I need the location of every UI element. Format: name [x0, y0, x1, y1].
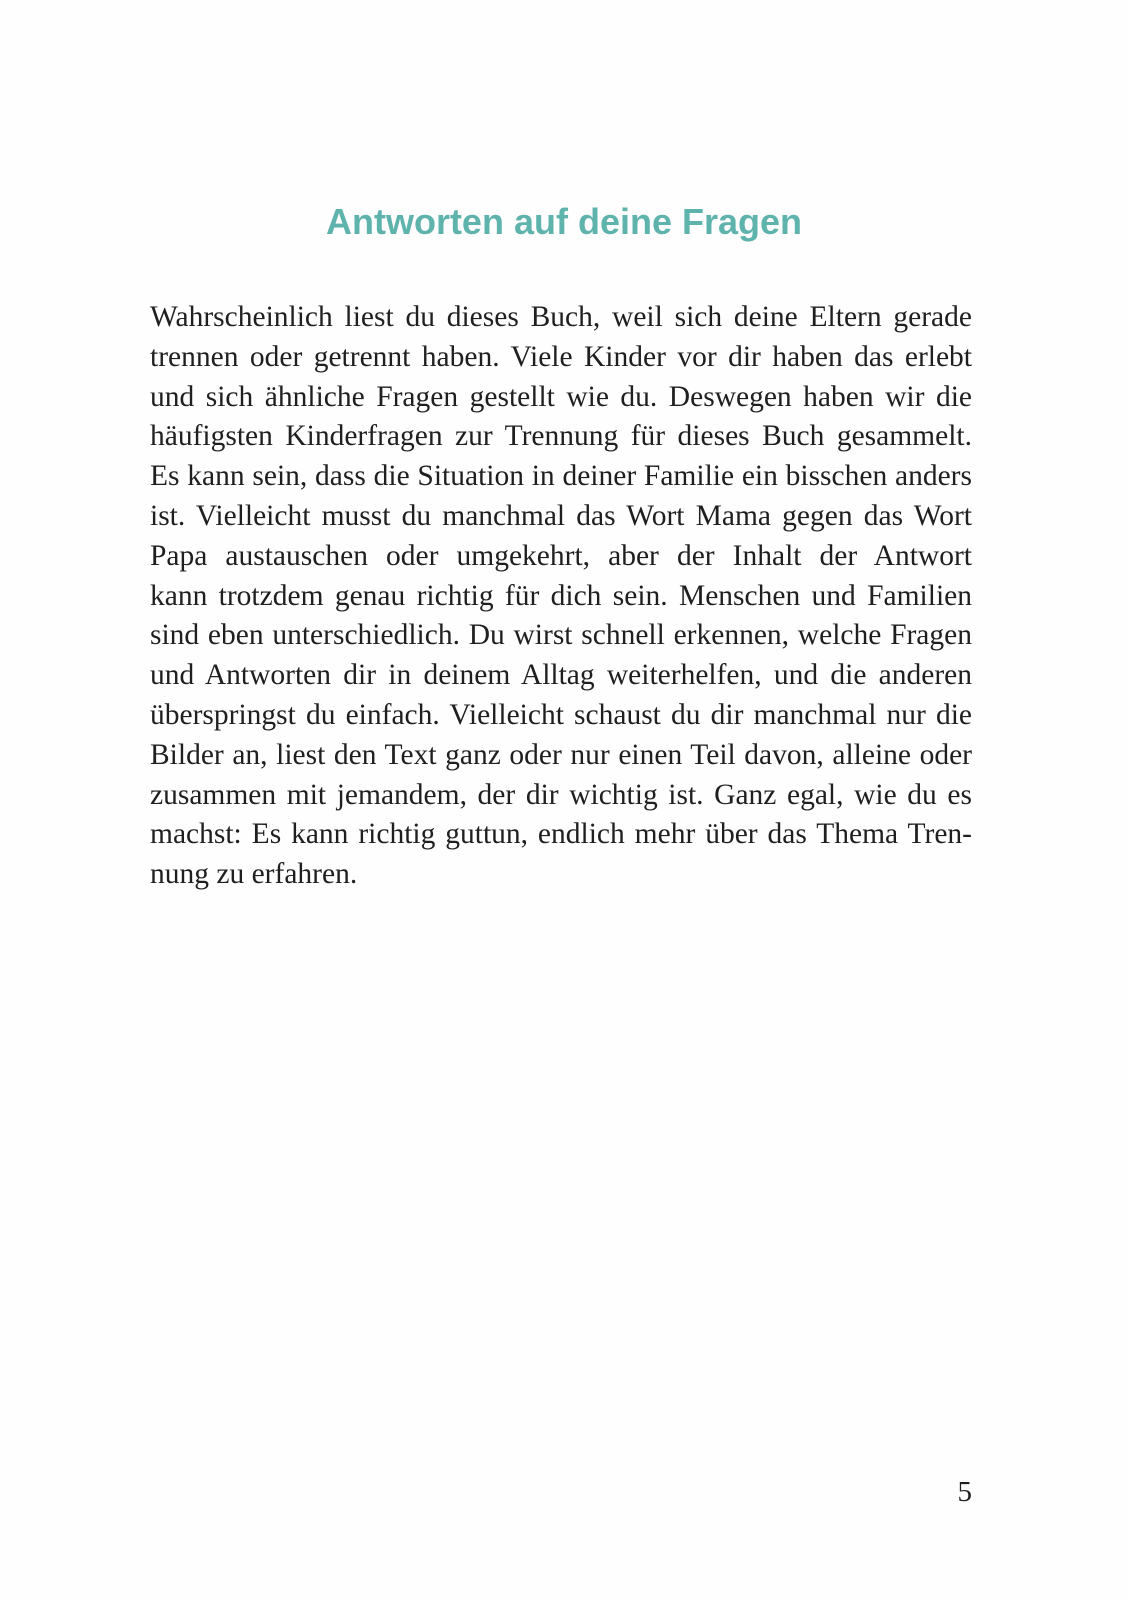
body-line: Wahrscheinlich liest du dieses Buch, weil sich deine Eltern gerade — [150, 301, 972, 333]
body-line: überspringst du einfach. Vielleicht schaust du dir manchmal nur die — [150, 698, 972, 731]
body-paragraph — [150, 298, 972, 895]
body-line: häufigsten Kinderfragen zur Trennung für dieses Buch gesammelt. — [150, 420, 972, 453]
body-line: Bilder an, liest den Text ganz oder nur einen Teil davon, alleine oder — [150, 738, 972, 771]
body-line: und Antworten dir in deinem Alltag weiterhelfen, und die anderen — [150, 659, 972, 692]
body-line: nung zu erfahren. — [150, 858, 358, 891]
body-line: und sich ähnliche Fragen gestellt wie du. Deswegen haben wir die — [150, 380, 972, 413]
body-line: Papa austauschen oder umgekehrt, aber der Inhalt der Antwort — [150, 539, 972, 572]
body-line: machst: Es kann richtig guttun, endlich mehr über das Thema Tren- — [150, 818, 972, 851]
page-number: 5 — [957, 1476, 972, 1508]
body-line: Es kann sein, dass die Situation in deiner Familie ein bisschen anders — [150, 460, 972, 493]
body-line: sind eben unterschiedlich. Du wirst schnell erkennen, welche Fragen — [150, 619, 972, 652]
body-line: zusammen mit jemandem, der dir wichtig ist. Ganz egal, wie du es — [150, 778, 972, 811]
page-title: Antworten auf deine Fragen — [325, 201, 803, 242]
body-line: kann trotzdem genau richtig für dich sein. Menschen und Familien — [150, 579, 972, 612]
body-line: trennen oder getrennt haben. Viele Kinder vor dir haben das erlebt — [150, 340, 972, 373]
body-line: ist. Vielleicht musst du manchmal das Wort Mama gegen das Wort — [150, 499, 972, 532]
